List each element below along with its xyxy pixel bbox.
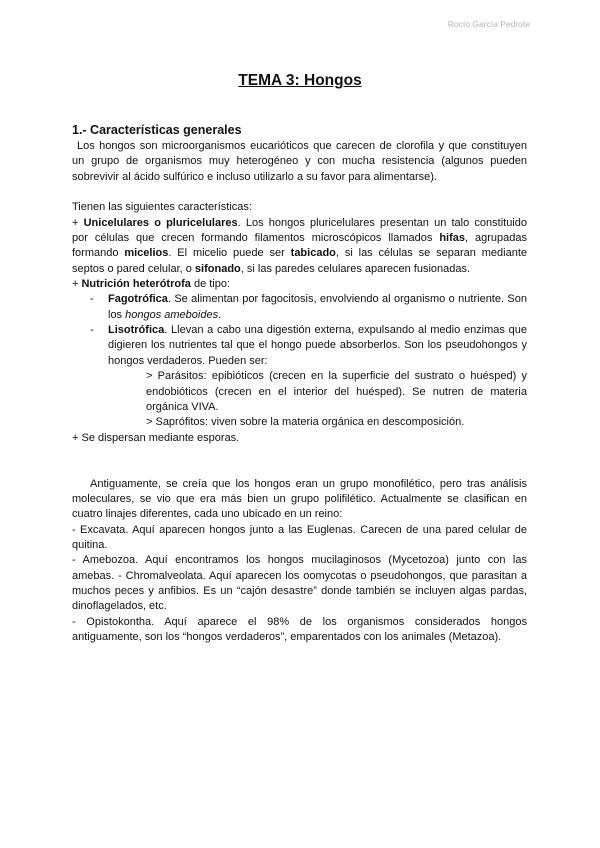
text-segment: cuatro linajes diferentes, cada uno ubicado en un reino: bbox=[72, 508, 343, 521]
text-segment: . Los hongos pluricelulares presentan un talo constituido bbox=[237, 216, 527, 229]
text-segment: antiguamente, son los “hongos verdaderos”, emparentados con los animales (Metazoa). bbox=[72, 631, 502, 643]
text-segment: dinoflagelados, etc. bbox=[72, 600, 167, 613]
text-line bbox=[72, 477, 527, 492]
document-body bbox=[72, 139, 527, 645]
text-line bbox=[72, 523, 527, 538]
text-segment: . El micelio puede ser bbox=[168, 247, 291, 260]
text-line bbox=[72, 292, 527, 307]
text-segment: > Parásitos: epibióticos (crecen en la superficie del sustrato o huésped) y bbox=[146, 370, 527, 383]
text-segment: + Se dispersan mediante esporas. bbox=[72, 431, 240, 444]
document-title: TEMA 3: Hongos bbox=[238, 72, 362, 89]
text-segment: sobrevivir al ácido sulfúrico e incluso utilizarlo a su favor para alimentarse). bbox=[72, 170, 437, 183]
text-segment: , si las células se separan mediante bbox=[335, 247, 528, 260]
text-segment: Tienen las siguientes características: bbox=[72, 201, 252, 214]
text-segment: - Opistokontha. Aquí aparece el 98% de los organismos considerados hongos bbox=[72, 615, 527, 628]
text-line bbox=[72, 615, 527, 630]
text-segment: por células que crecen formando filamentos microscópicos llamados bbox=[72, 232, 440, 245]
text-segment: . Llevan a cabo una digestión externa, expulsando al medio enzimas que bbox=[164, 324, 527, 337]
text-line bbox=[72, 200, 527, 215]
bold-term: sifonado bbox=[194, 262, 241, 275]
text-line bbox=[72, 599, 527, 614]
blank-line bbox=[72, 446, 527, 461]
bold-term: Fagotrófica bbox=[108, 293, 168, 306]
text-segment: . bbox=[218, 308, 222, 321]
text-segment: los bbox=[108, 308, 126, 321]
text-line bbox=[72, 308, 527, 323]
text-segment: . Se alimentan por fagocitosis, envolviendo al organismo o nutriente. Son bbox=[167, 293, 527, 306]
text-segment: de tipo: bbox=[190, 278, 231, 291]
text-line bbox=[72, 584, 527, 599]
text-line bbox=[72, 277, 527, 292]
text-line bbox=[72, 338, 527, 353]
text-segment: septos o pared celular, o bbox=[72, 262, 195, 275]
text-line bbox=[72, 385, 527, 400]
bold-term: Lisotrófica bbox=[108, 324, 165, 337]
text-segment: quitina. bbox=[72, 538, 108, 551]
text-line bbox=[72, 400, 527, 415]
blank-line bbox=[72, 185, 527, 200]
text-segment: formando bbox=[72, 247, 125, 260]
text-segment: - Excavata. Aquí aparecen hongos junto a las Euglenas. Carecen de una pared celular de bbox=[72, 523, 527, 536]
text-line bbox=[72, 369, 527, 384]
text-line bbox=[72, 630, 527, 645]
text-line bbox=[72, 538, 527, 553]
list-dash-marker: - bbox=[90, 293, 94, 306]
bold-term: Unicelulares o pluricelulares bbox=[83, 216, 238, 229]
text-segment: Los hongos son microorganismos eucarióticos que carecen de clorofila y que constituyen bbox=[77, 140, 527, 152]
text-line bbox=[72, 139, 527, 154]
text-line bbox=[72, 569, 527, 584]
bold-term: tabicado bbox=[290, 247, 336, 260]
text-segment: > Saprófitos: viven sobre la materia orgánica en descomposición. bbox=[146, 416, 465, 429]
bold-term: Nutrición heterótrofa bbox=[81, 278, 191, 291]
text-line bbox=[72, 354, 527, 369]
text-segment: Antiguamente, se creía que los hongos eran un grupo monofilético, pero tras análisis bbox=[90, 477, 527, 490]
page-header-author: Rocío García Pedrote bbox=[447, 19, 530, 29]
blank-line bbox=[72, 461, 527, 476]
text-line bbox=[72, 154, 527, 169]
text-line bbox=[72, 492, 527, 507]
text-line bbox=[72, 170, 527, 185]
text-segment: , si las paredes celulares aparecen fusionadas. bbox=[240, 262, 471, 275]
italic-term: hongos ameboides bbox=[125, 308, 219, 321]
text-line bbox=[72, 431, 527, 446]
text-line bbox=[72, 415, 527, 430]
text-segment: orgánica VIVA. bbox=[146, 400, 219, 413]
bold-term: micelios bbox=[124, 247, 169, 260]
text-line bbox=[72, 507, 527, 522]
text-segment: un grupo de organismos muy heterogéneo y con mucha resistencia (algunos pueden bbox=[72, 155, 527, 168]
text-segment: muchos peces y anfibios. Es un “cajón desastre” donde también se incluyen algas pardas, bbox=[72, 584, 527, 597]
text-segment: + bbox=[72, 278, 82, 291]
text-segment: , agrupadas bbox=[465, 232, 527, 245]
text-line bbox=[72, 553, 527, 568]
text-segment: + bbox=[72, 216, 84, 229]
list-dash-marker: - bbox=[90, 324, 94, 337]
text-line bbox=[72, 246, 527, 261]
bold-term: hifas bbox=[439, 232, 465, 245]
text-line bbox=[72, 323, 527, 338]
text-segment: endobióticos (crecen en el interior del huésped). Se nutren de materia bbox=[146, 385, 527, 398]
text-line bbox=[72, 262, 527, 277]
text-segment: hongos verdaderos. Pueden ser: bbox=[108, 354, 268, 367]
section-heading: 1.- Características generales bbox=[72, 123, 242, 137]
text-segment: - Amebozoa. Aquí encontramos los hongos mucilaginosos (Mycetozoa) junto con las bbox=[72, 554, 527, 567]
text-line bbox=[72, 231, 527, 246]
text-segment: digieren los nutrientes tal que el hongo puede absorberlos. Son los pseudohongos y bbox=[108, 339, 527, 352]
text-line bbox=[72, 216, 527, 231]
text-segment: amebas. - Chromalveolata. Aquí aparecen los oomycotas o pseudohongos, que parasitan a bbox=[72, 569, 527, 582]
text-segment: moleculares, se vio que era más bien un grupo polifilético. Actualmente se clasifican en bbox=[72, 492, 527, 505]
